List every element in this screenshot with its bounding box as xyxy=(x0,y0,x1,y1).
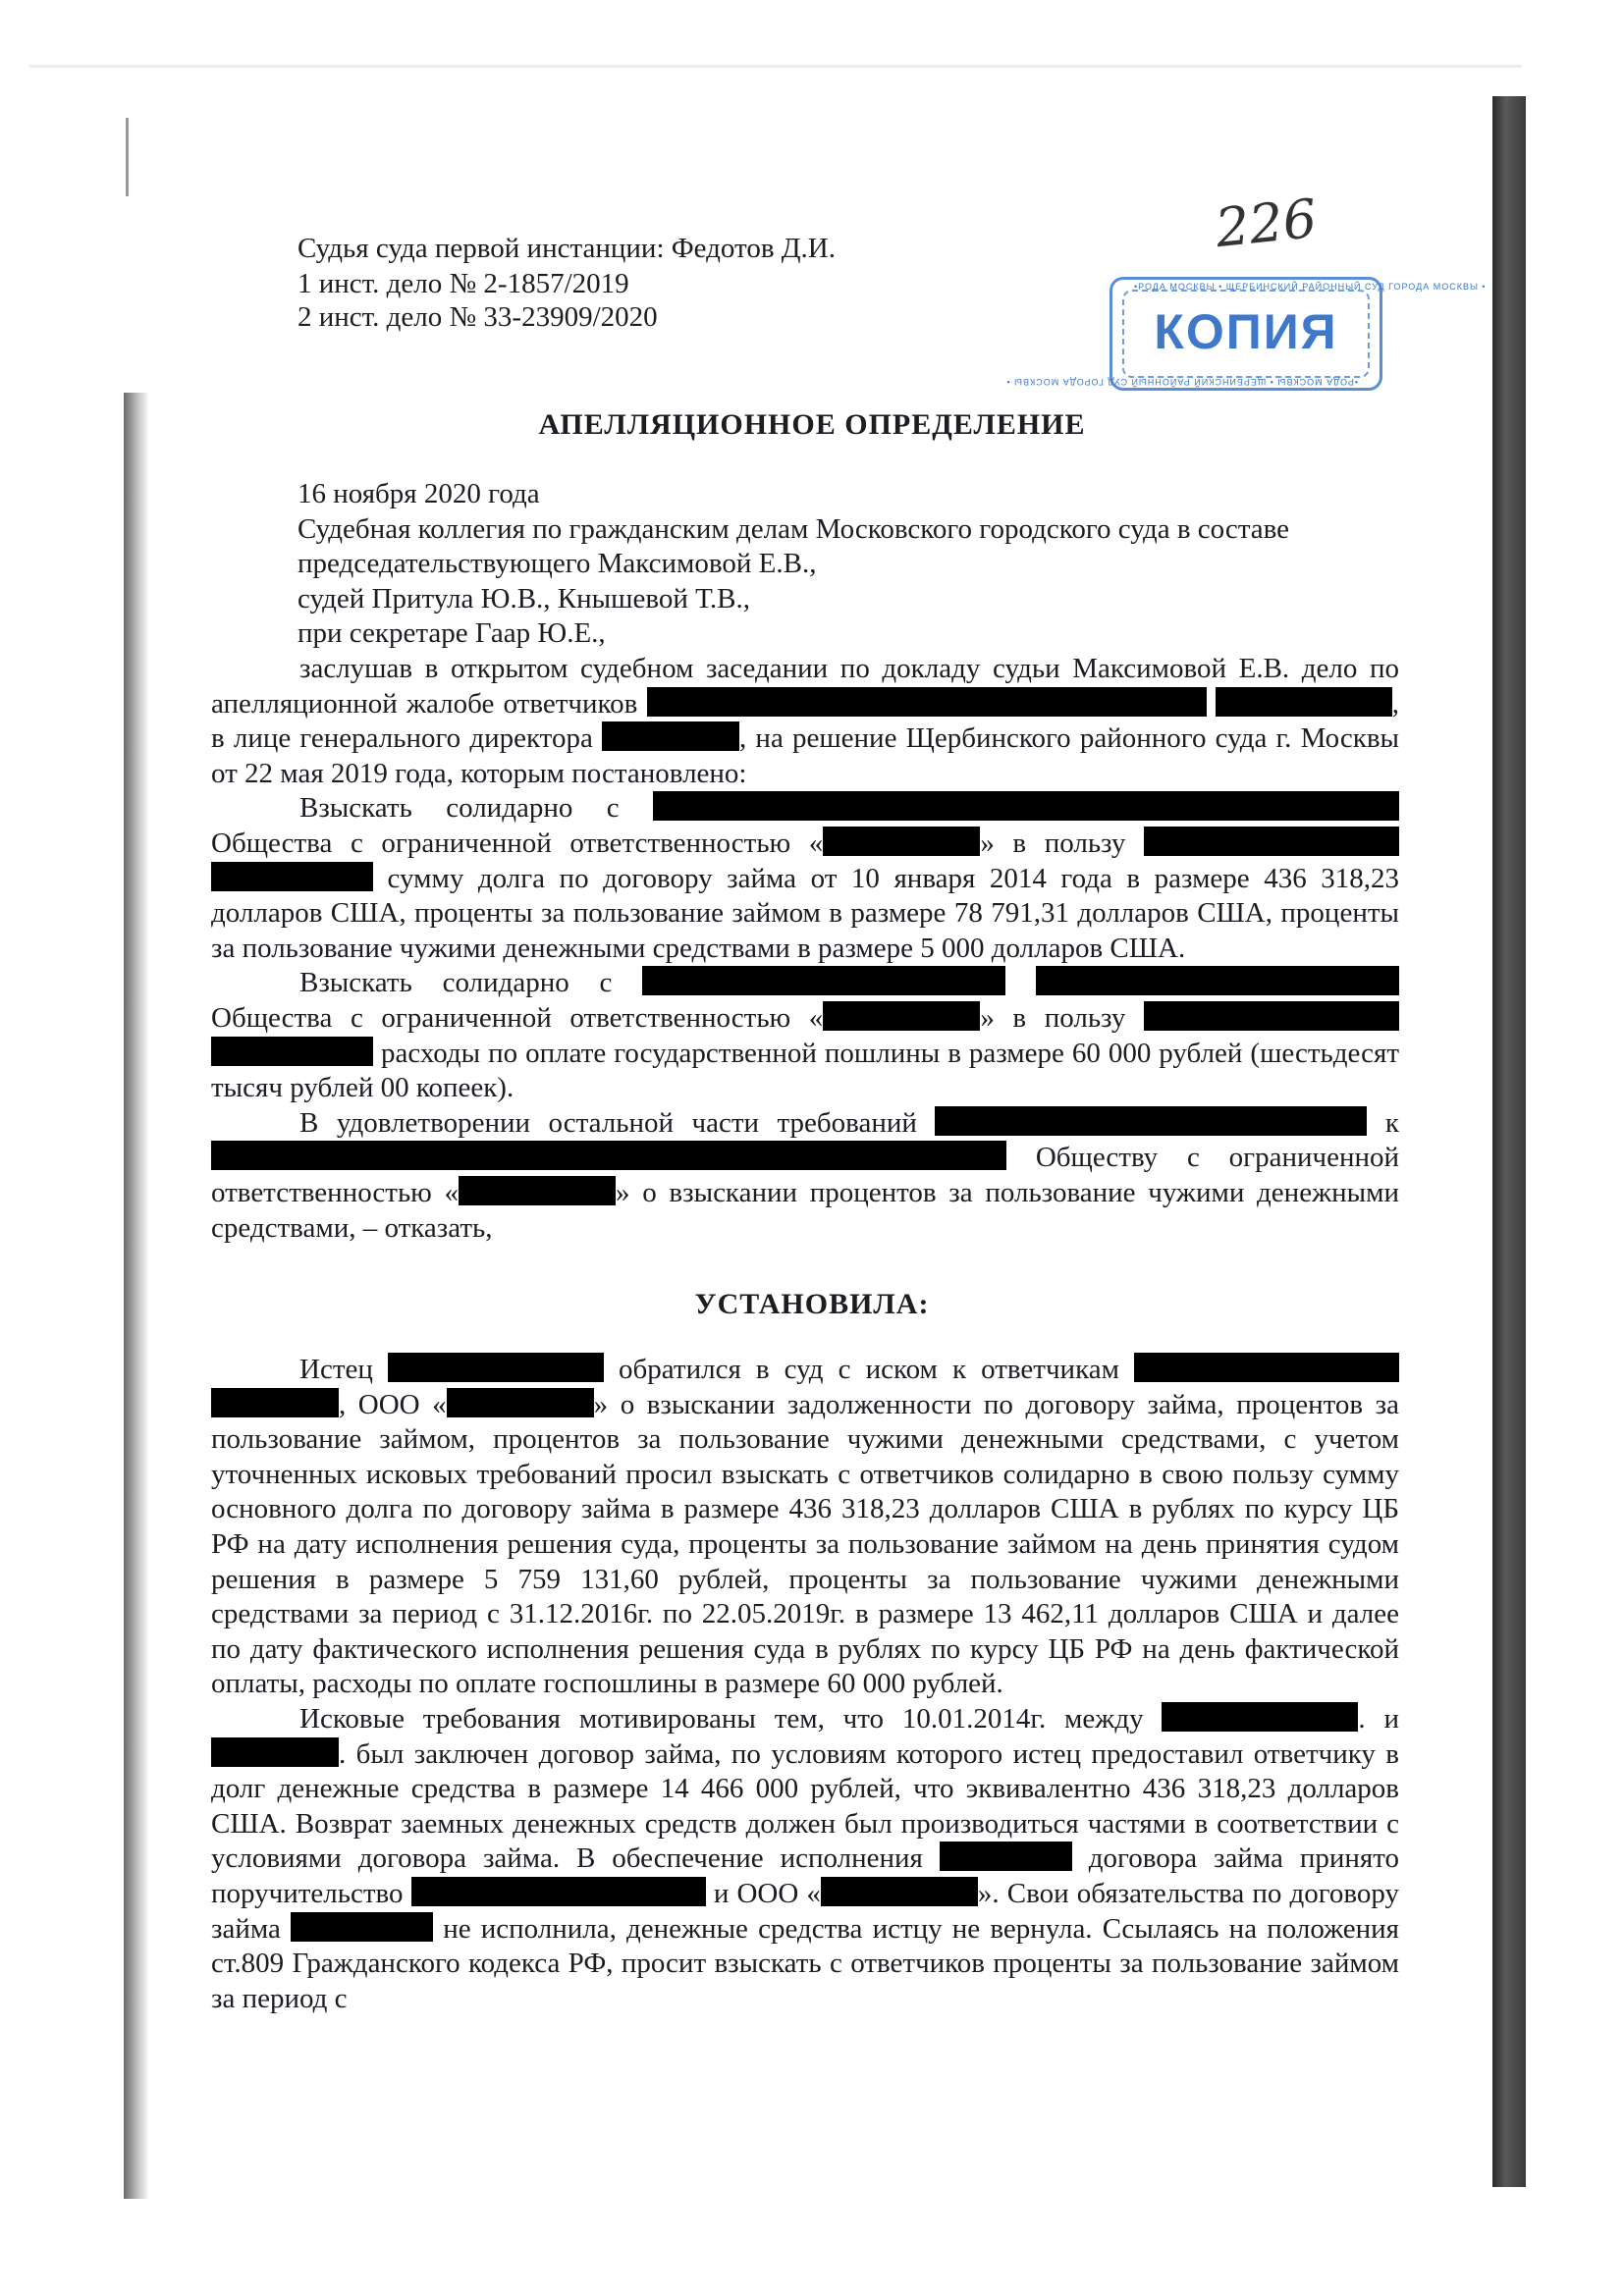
collegium-line: Судебная коллегия по гражданским делам Московского городского суда в составе xyxy=(298,512,1290,545)
resolution-paragraph-3 xyxy=(211,966,1399,1105)
redaction-block xyxy=(211,1037,373,1066)
text-fragment: Истец xyxy=(299,1354,373,1385)
case-number-first-instance: 1 инст. дело № 2-1857/2019 xyxy=(298,268,629,299)
text-fragment: обратился в суд с иском к ответчикам xyxy=(619,1354,1119,1385)
redaction-block xyxy=(647,687,1207,717)
text-fragment: » в пользу xyxy=(980,1001,1126,1034)
redaction-block xyxy=(823,827,980,856)
judges-line: судей Притула Ю.В., Кнышевой Т.В., xyxy=(298,582,750,614)
redaction-block xyxy=(642,966,1005,995)
text-fragment: и ООО « xyxy=(713,1877,821,1909)
established-paragraph-1 xyxy=(211,1353,1399,1702)
redaction-block xyxy=(211,862,373,891)
text-fragment: , в лице генерального директора xyxy=(211,687,1400,755)
redaction-block xyxy=(823,1001,980,1031)
redaction-block xyxy=(653,791,1399,821)
resolution-block xyxy=(211,652,1399,1246)
redaction-block xyxy=(1036,966,1399,995)
document-title: АПЕЛЛЯЦИОННОЕ ОПРЕДЕЛЕНИЕ xyxy=(538,408,1086,441)
intro-block xyxy=(298,477,1399,652)
text-fragment: Общества с ограниченной ответственностью « xyxy=(211,1001,824,1034)
judge-line: Судья суда первой инстанции: Федотов Д.И. xyxy=(298,233,836,264)
text-fragment: » в пользу xyxy=(980,827,1126,859)
redaction-block xyxy=(291,1912,433,1942)
stamp-ring-text-bottom: •РОДА МОСКВЫ • ЩЕРБИНСКИЙ РАЙОННЫЙ СУД ГОРОДА МОСКВЫ • xyxy=(1005,377,1358,387)
text-fragment: расходы по оплате государственной пошлины в размере 60 000 рублей (шестьдесят тысяч рублей 00 копеек). xyxy=(211,1037,1399,1104)
redaction-block xyxy=(211,1737,339,1767)
text-fragment: Общества с ограниченной ответственностью « xyxy=(211,827,824,859)
redaction-block xyxy=(1144,827,1399,856)
redaction-block xyxy=(1144,1001,1399,1031)
scan-mark-left xyxy=(126,118,129,196)
text-fragment: В удовлетворении остальной части требований xyxy=(299,1106,917,1139)
resolution-paragraph-4 xyxy=(211,1106,1399,1246)
text-fragment: , на решение Щербинского районного суда г. Москвы от 22 мая 2019 года, которым постановлено: xyxy=(211,722,1399,789)
established-block xyxy=(211,1353,1399,2016)
redaction-block xyxy=(1134,1353,1399,1382)
redaction-block xyxy=(1162,1702,1358,1732)
secretary-line: при секретаре Гаар Ю.Е., xyxy=(298,617,606,650)
text-fragment: » о взыскании задолженности по договору займа, процентов за пользование займом, процентов за пользование чужими денежными средствами, с учетом уточненных исковых требований просил взыскать с ответчиков солидарно в свою пользу сумму основного долга по договору займа в размере 436 318,23 долларов США в рублях по курсу ЦБ РФ на дату исполнения решения суда, проценты за пользование займом на день принятия судом решения в размере 5 759 131,60 рублей, проценты за пользование чужими денежными средствами за период с 31.12.2016г. по 22.05.2019г. в размере 13 462,11 долларов США и далее по дату фактического исполнения решения суда в рублях по курсу ЦБ РФ на день фактической оплаты, расходы по оплате госпошлины в размере 60 000 рублей. xyxy=(211,1388,1399,1700)
text-fragment: Исковые требования мотивированы тем, что 10.01.2014г. между xyxy=(299,1702,1144,1735)
text-fragment: ». Свои обязательства по договору займа xyxy=(211,1877,1400,1945)
section-title-established: УСТАНОВИЛА: xyxy=(694,1288,930,1320)
handwritten-page-number: 226 xyxy=(1212,187,1321,260)
text-fragment: . и xyxy=(1358,1702,1399,1735)
resolution-paragraph-2 xyxy=(211,791,1399,966)
text-fragment: . был заключен договор займа, по условиям которого истец предоставил ответчику в долг денежные средства в размере 14 466 000 рублей, что эквивалентно 436 318,23 долларов США. Возврат заемных денежных средств должен был производиться частями в соответствии с условиями договора займа. В обеспечение исполнения xyxy=(211,1737,1399,1875)
text-fragment: сумму долга по договору займа от 10 января 2014 года в размере 436 318,23 долларов США, проценты за пользование займом в размере 78 791,31 долларов США, проценты за пользование чужими денежными средствами в размере 5 000 долларов США. xyxy=(211,862,1399,964)
text-fragment: » о взыскании процентов за пользование чужими денежными средствами, – отказать, xyxy=(211,1176,1399,1244)
text-fragment: договора займа принято поручительство xyxy=(211,1842,1400,1909)
text-fragment: , ООО « xyxy=(339,1388,447,1420)
text-fragment: Обществу с ограниченной ответственностью « xyxy=(211,1142,1399,1208)
text-fragment: заслушав в открытом судебном заседании по докладу судьи Максимовой Е.В. дело по апелляционной жалобе ответчиков xyxy=(211,653,1399,720)
redaction-block xyxy=(388,1353,604,1382)
text-fragment: к xyxy=(1384,1106,1399,1139)
redaction-block xyxy=(211,1388,339,1417)
redaction-block xyxy=(411,1877,706,1906)
decision-date: 16 ноября 2020 года xyxy=(298,478,540,509)
redaction-block xyxy=(602,721,739,751)
text-fragment: Взыскать солидарно с xyxy=(299,967,613,999)
stamp-word: КОПИЯ xyxy=(1154,304,1338,359)
stamp-ring-text: •РОДА МОСКВЫ • ЩЕРБИНСКИЙ РАЙОННЫЙ СУД ГОРОДА МОСКВЫ • xyxy=(1134,282,1487,292)
text-fragment: не исполнила, денежные средства истцу не вернула. Ссылаясь на положения ст.809 Гражданского кодекса РФ, просит взыскать с ответчиков проценты за пользование займом за период с xyxy=(211,1912,1400,2014)
redaction-block xyxy=(935,1106,1367,1136)
redaction-block xyxy=(447,1388,594,1417)
resolution-paragraph-1 xyxy=(211,652,1399,791)
redaction-block xyxy=(940,1842,1072,1871)
copy-stamp xyxy=(1005,277,1487,391)
redaction-block xyxy=(459,1176,616,1205)
case-number-second-instance: 2 инст. дело № 33-23909/2020 xyxy=(298,301,658,333)
chair-line: председательствующего Максимовой Е.В., xyxy=(298,548,817,580)
redaction-block xyxy=(211,1141,1006,1170)
redaction-block xyxy=(821,1877,978,1906)
redaction-block xyxy=(1216,687,1392,717)
text-fragment: Взыскать солидарно с xyxy=(299,792,620,825)
established-paragraph-2 xyxy=(211,1702,1399,2016)
scan-edge-top xyxy=(29,65,1522,68)
